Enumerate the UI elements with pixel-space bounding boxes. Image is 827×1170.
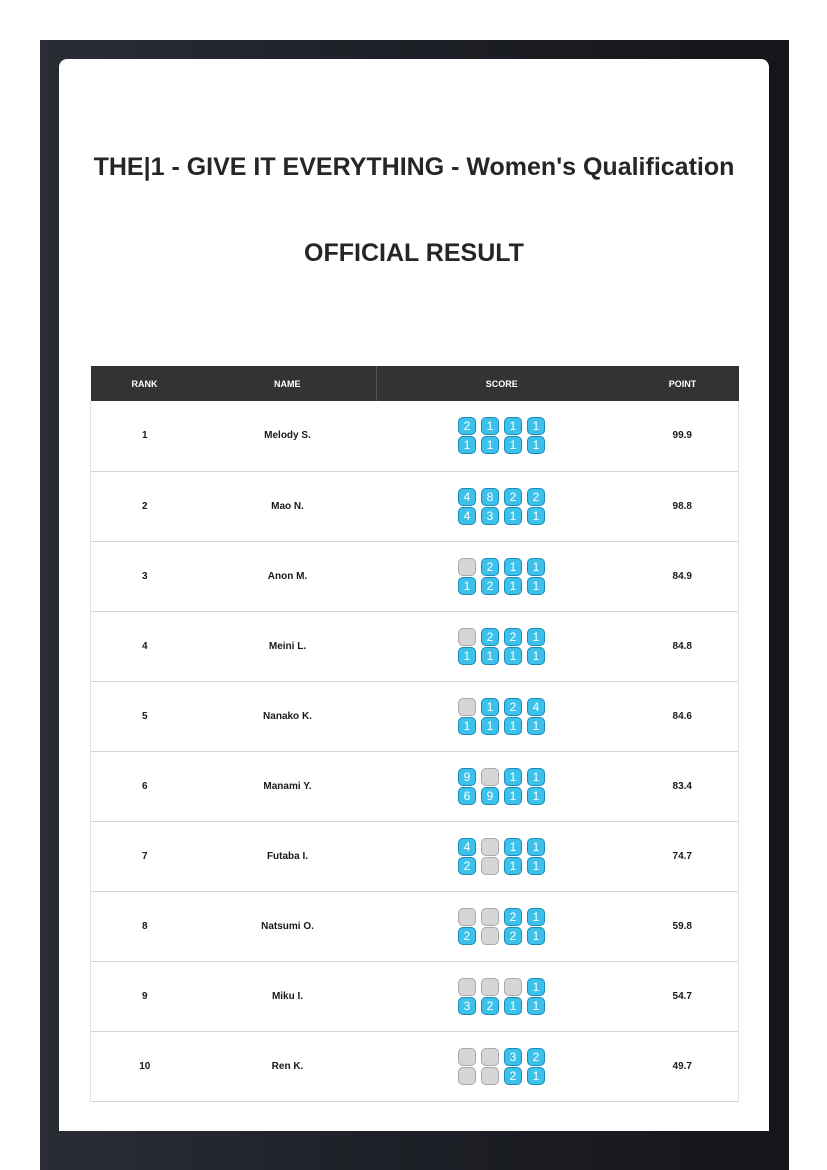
- table-row: [91, 471, 739, 541]
- attempt-box-empty: [481, 838, 499, 856]
- attempt-box: 1: [458, 436, 476, 454]
- athlete-name: Futaba I.: [199, 821, 377, 891]
- attempt-box: 1: [527, 1067, 545, 1085]
- attempt-box: 4: [458, 838, 476, 856]
- score-grid: [458, 698, 545, 735]
- rank-cell: 7: [91, 821, 199, 891]
- athlete-name: Natsumi O.: [199, 891, 377, 961]
- attempt-box: 1: [527, 577, 545, 595]
- attempt-box: 1: [527, 978, 545, 996]
- attempt-box: 1: [481, 698, 499, 716]
- attempt-box: 2: [504, 908, 522, 926]
- attempt-box: 2: [481, 628, 499, 646]
- attempt-box: 1: [458, 577, 476, 595]
- table-row: [91, 891, 739, 961]
- rank-cell: 8: [91, 891, 199, 961]
- attempt-box: 9: [481, 787, 499, 805]
- attempt-box: 2: [458, 417, 476, 435]
- attempt-box: 1: [504, 857, 522, 875]
- attempt-box: 1: [527, 436, 545, 454]
- attempt-box-empty: [458, 908, 476, 926]
- attempt-box: 3: [481, 507, 499, 525]
- score-grid: [458, 768, 545, 805]
- attempt-box-empty: [481, 1048, 499, 1066]
- attempt-box: 4: [458, 488, 476, 506]
- point-cell: 84.8: [627, 611, 739, 681]
- table-row: [91, 611, 739, 681]
- attempt-box: 1: [458, 647, 476, 665]
- attempt-box: 2: [504, 488, 522, 506]
- rank-cell: 6: [91, 751, 199, 821]
- score-cell: [377, 1031, 627, 1101]
- attempt-box-empty: [458, 978, 476, 996]
- attempt-box-empty: [481, 768, 499, 786]
- attempt-box: 1: [504, 647, 522, 665]
- attempt-box: 2: [458, 927, 476, 945]
- rank-cell: 1: [91, 401, 199, 471]
- point-cell: 83.4: [627, 751, 739, 821]
- point-cell: 59.8: [627, 891, 739, 961]
- rank-column-header: RANK: [131, 378, 158, 389]
- point-cell: 84.9: [627, 541, 739, 611]
- score-cell: [377, 401, 627, 471]
- attempt-box: 3: [504, 1048, 522, 1066]
- table-header-row: [91, 366, 739, 401]
- attempt-box-empty: [458, 698, 476, 716]
- attempt-box: 8: [481, 488, 499, 506]
- attempt-box: 1: [527, 558, 545, 576]
- attempt-box: 1: [527, 857, 545, 875]
- attempt-box: 1: [527, 768, 545, 786]
- attempt-box: 2: [527, 488, 545, 506]
- attempt-box: 2: [481, 997, 499, 1015]
- attempt-box-empty: [481, 857, 499, 875]
- attempt-box: 2: [504, 1067, 522, 1085]
- table-row: [91, 541, 739, 611]
- attempt-box: 1: [481, 436, 499, 454]
- score-cell: [377, 471, 627, 541]
- score-grid: [458, 978, 545, 1015]
- attempt-box: 9: [458, 768, 476, 786]
- rank-cell: 4: [91, 611, 199, 681]
- point-cell: 74.7: [627, 821, 739, 891]
- attempt-box: 1: [504, 558, 522, 576]
- athlete-name: Ren K.: [199, 1031, 377, 1101]
- rank-cell: 5: [91, 681, 199, 751]
- attempt-box: 1: [527, 628, 545, 646]
- table-row: [91, 751, 739, 821]
- athlete-name: Melody S.: [264, 430, 311, 442]
- athlete-name: Anon M.: [199, 541, 377, 611]
- point-cell: 84.6: [627, 681, 739, 751]
- score-cell: [377, 611, 627, 681]
- attempt-box: 2: [504, 628, 522, 646]
- attempt-box: 1: [527, 647, 545, 665]
- rank-cell: 10: [91, 1031, 199, 1101]
- attempt-box: 1: [504, 577, 522, 595]
- table-row: [91, 961, 739, 1031]
- score-grid: [458, 488, 545, 525]
- score-cell: [377, 891, 627, 961]
- attempt-box: 1: [481, 647, 499, 665]
- attempt-box: 1: [527, 838, 545, 856]
- attempt-box: 1: [504, 717, 522, 735]
- point-cell: 49.7: [627, 1031, 739, 1101]
- score-grid: [458, 417, 545, 454]
- attempt-box: 1: [527, 997, 545, 1015]
- attempt-box: 1: [504, 417, 522, 435]
- attempt-box: 2: [504, 927, 522, 945]
- attempt-box: 2: [481, 577, 499, 595]
- attempt-box: 4: [458, 507, 476, 525]
- attempt-box: 1: [481, 417, 499, 435]
- results-table: [90, 366, 739, 1102]
- score-column-header: SCORE: [377, 366, 627, 401]
- attempt-box: 1: [527, 717, 545, 735]
- point-cell: 54.7: [627, 961, 739, 1031]
- attempt-box: 1: [458, 717, 476, 735]
- attempt-box: 1: [481, 717, 499, 735]
- attempt-box: 1: [504, 997, 522, 1015]
- attempt-box: 1: [504, 787, 522, 805]
- attempt-box: 4: [527, 698, 545, 716]
- attempt-box-empty: [458, 558, 476, 576]
- athlete-name: Miku I.: [199, 961, 377, 1031]
- attempt-box: 2: [481, 558, 499, 576]
- attempt-box: 6: [458, 787, 476, 805]
- score-grid: [458, 628, 545, 665]
- attempt-box-empty: [504, 978, 522, 996]
- result-sheet: [59, 59, 769, 1131]
- event-title: THE|1 - GIVE IT EVERYTHING - Women's Qualification: [93, 153, 735, 181]
- attempt-box-empty: [481, 978, 499, 996]
- attempt-box: 1: [504, 507, 522, 525]
- rank-cell: 9: [91, 961, 199, 1031]
- score-cell: [377, 961, 627, 1031]
- score-cell: [377, 751, 627, 821]
- attempt-box: 2: [504, 698, 522, 716]
- point-column-header: POINT: [668, 378, 697, 389]
- attempt-box-empty: [458, 1048, 476, 1066]
- attempt-box: 1: [527, 787, 545, 805]
- attempt-box: 1: [527, 908, 545, 926]
- point-cell: 98.8: [627, 471, 739, 541]
- attempt-box: 2: [458, 857, 476, 875]
- score-cell: [377, 541, 627, 611]
- attempt-box-empty: [458, 1067, 476, 1085]
- rank-cell: 2: [91, 471, 199, 541]
- attempt-box: 3: [458, 997, 476, 1015]
- athlete-name: Meini L.: [199, 611, 377, 681]
- attempt-box: 1: [527, 507, 545, 525]
- attempt-box-empty: [458, 628, 476, 646]
- score-grid: [458, 558, 545, 595]
- table-row: [91, 401, 739, 471]
- point-cell: 99.9: [627, 401, 739, 471]
- attempt-box: 1: [527, 417, 545, 435]
- attempt-box: 1: [504, 768, 522, 786]
- attempt-box-empty: [481, 927, 499, 945]
- name-column-header: NAME: [274, 378, 301, 389]
- attempt-box: 2: [527, 1048, 545, 1066]
- score-cell: [377, 681, 627, 751]
- rank-cell: 3: [91, 541, 199, 611]
- score-grid: [458, 1048, 545, 1085]
- attempt-box-empty: [481, 908, 499, 926]
- athlete-name: Mao N.: [199, 471, 377, 541]
- official-result-heading: OFFICIAL RESULT: [304, 239, 524, 267]
- table-row: [91, 681, 739, 751]
- score-grid: [458, 838, 545, 875]
- athlete-name: Nanako K.: [199, 681, 377, 751]
- athlete-name: Manami Y.: [199, 751, 377, 821]
- attempt-box: 1: [527, 927, 545, 945]
- attempt-box: 1: [504, 838, 522, 856]
- score-grid: [458, 908, 545, 945]
- table-row: [91, 1031, 739, 1101]
- attempt-box-empty: [481, 1067, 499, 1085]
- score-cell: [377, 821, 627, 891]
- table-row: [91, 821, 739, 891]
- results-body: [91, 401, 739, 1101]
- attempt-box: 1: [504, 436, 522, 454]
- page-frame: [40, 40, 789, 1170]
